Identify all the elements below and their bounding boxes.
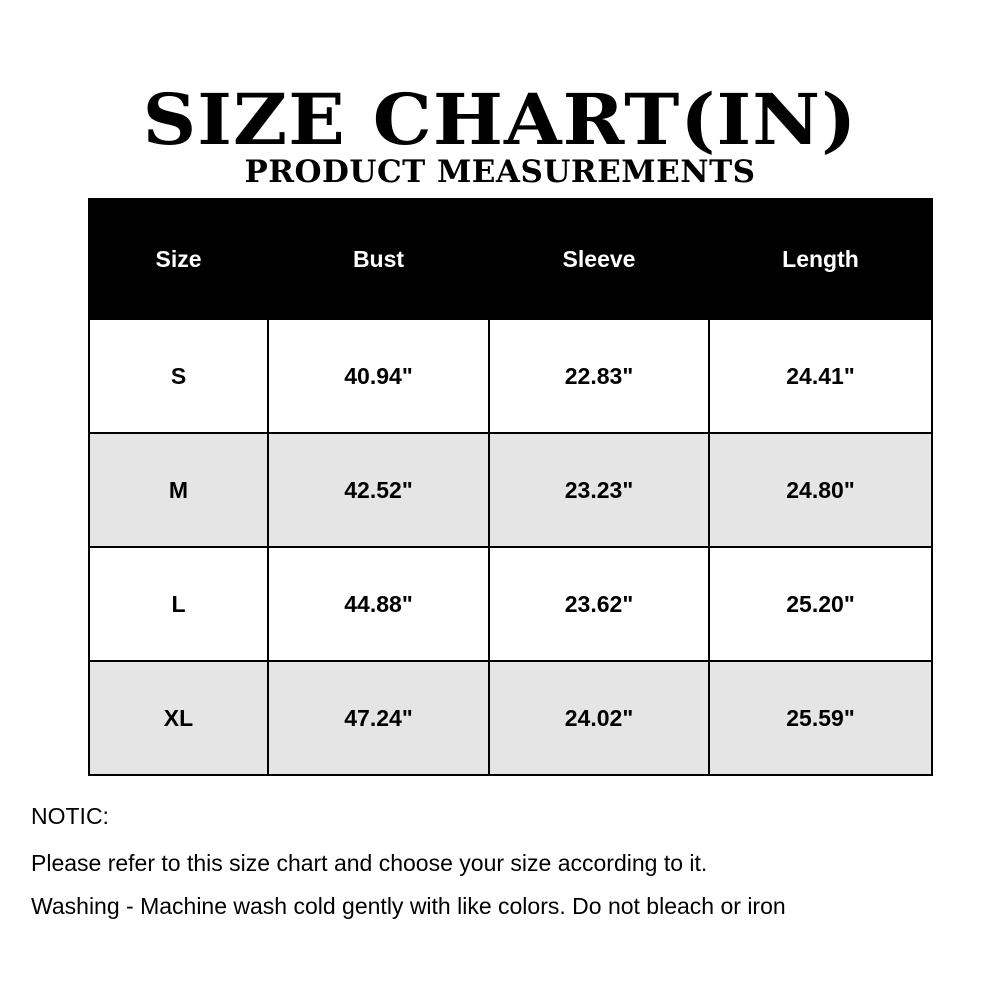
notes-line-size-guide: Please refer to this size chart and choose your size according to it.: [31, 850, 708, 876]
cell-size: L: [89, 547, 268, 661]
notes-heading: NOTIC:: [31, 803, 109, 829]
cell-sleeve: 23.62": [489, 547, 709, 661]
cell-length: 24.80": [709, 433, 932, 547]
table-header: [89, 199, 932, 319]
cell-size: M: [89, 433, 268, 547]
table-row: [89, 547, 932, 661]
column-header-length: Length: [709, 199, 932, 319]
table-row: [89, 319, 932, 433]
page-subtitle: PRODUCT MEASUREMENTS: [244, 154, 756, 190]
notes-line-washing: Washing - Machine wash cold gently with like colors. Do not bleach or iron: [31, 893, 786, 919]
table-row: [89, 661, 932, 775]
cell-bust: 47.24": [268, 661, 489, 775]
table-row: [89, 433, 932, 547]
column-header-sleeve: Sleeve: [489, 199, 709, 319]
cell-bust: 40.94": [268, 319, 489, 433]
page-title: SIZE CHART(IN): [142, 78, 858, 161]
cell-sleeve: 22.83": [489, 319, 709, 433]
cell-size: XL: [89, 661, 268, 775]
column-header-bust: Bust: [268, 199, 489, 319]
cell-sleeve: 24.02": [489, 661, 709, 775]
column-header-size: Size: [89, 199, 268, 319]
cell-sleeve: 23.23": [489, 433, 709, 547]
table-header-row: [89, 199, 932, 319]
table-body: [89, 319, 932, 775]
cell-bust: 44.88": [268, 547, 489, 661]
cell-length: 25.59": [709, 661, 932, 775]
cell-length: 24.41": [709, 319, 932, 433]
cell-length: 25.20": [709, 547, 932, 661]
cell-bust: 42.52": [268, 433, 489, 547]
size-chart-table-container: [88, 198, 931, 776]
cell-size: S: [89, 319, 268, 433]
size-chart-table: [88, 198, 933, 776]
notes-section: [31, 800, 981, 928]
